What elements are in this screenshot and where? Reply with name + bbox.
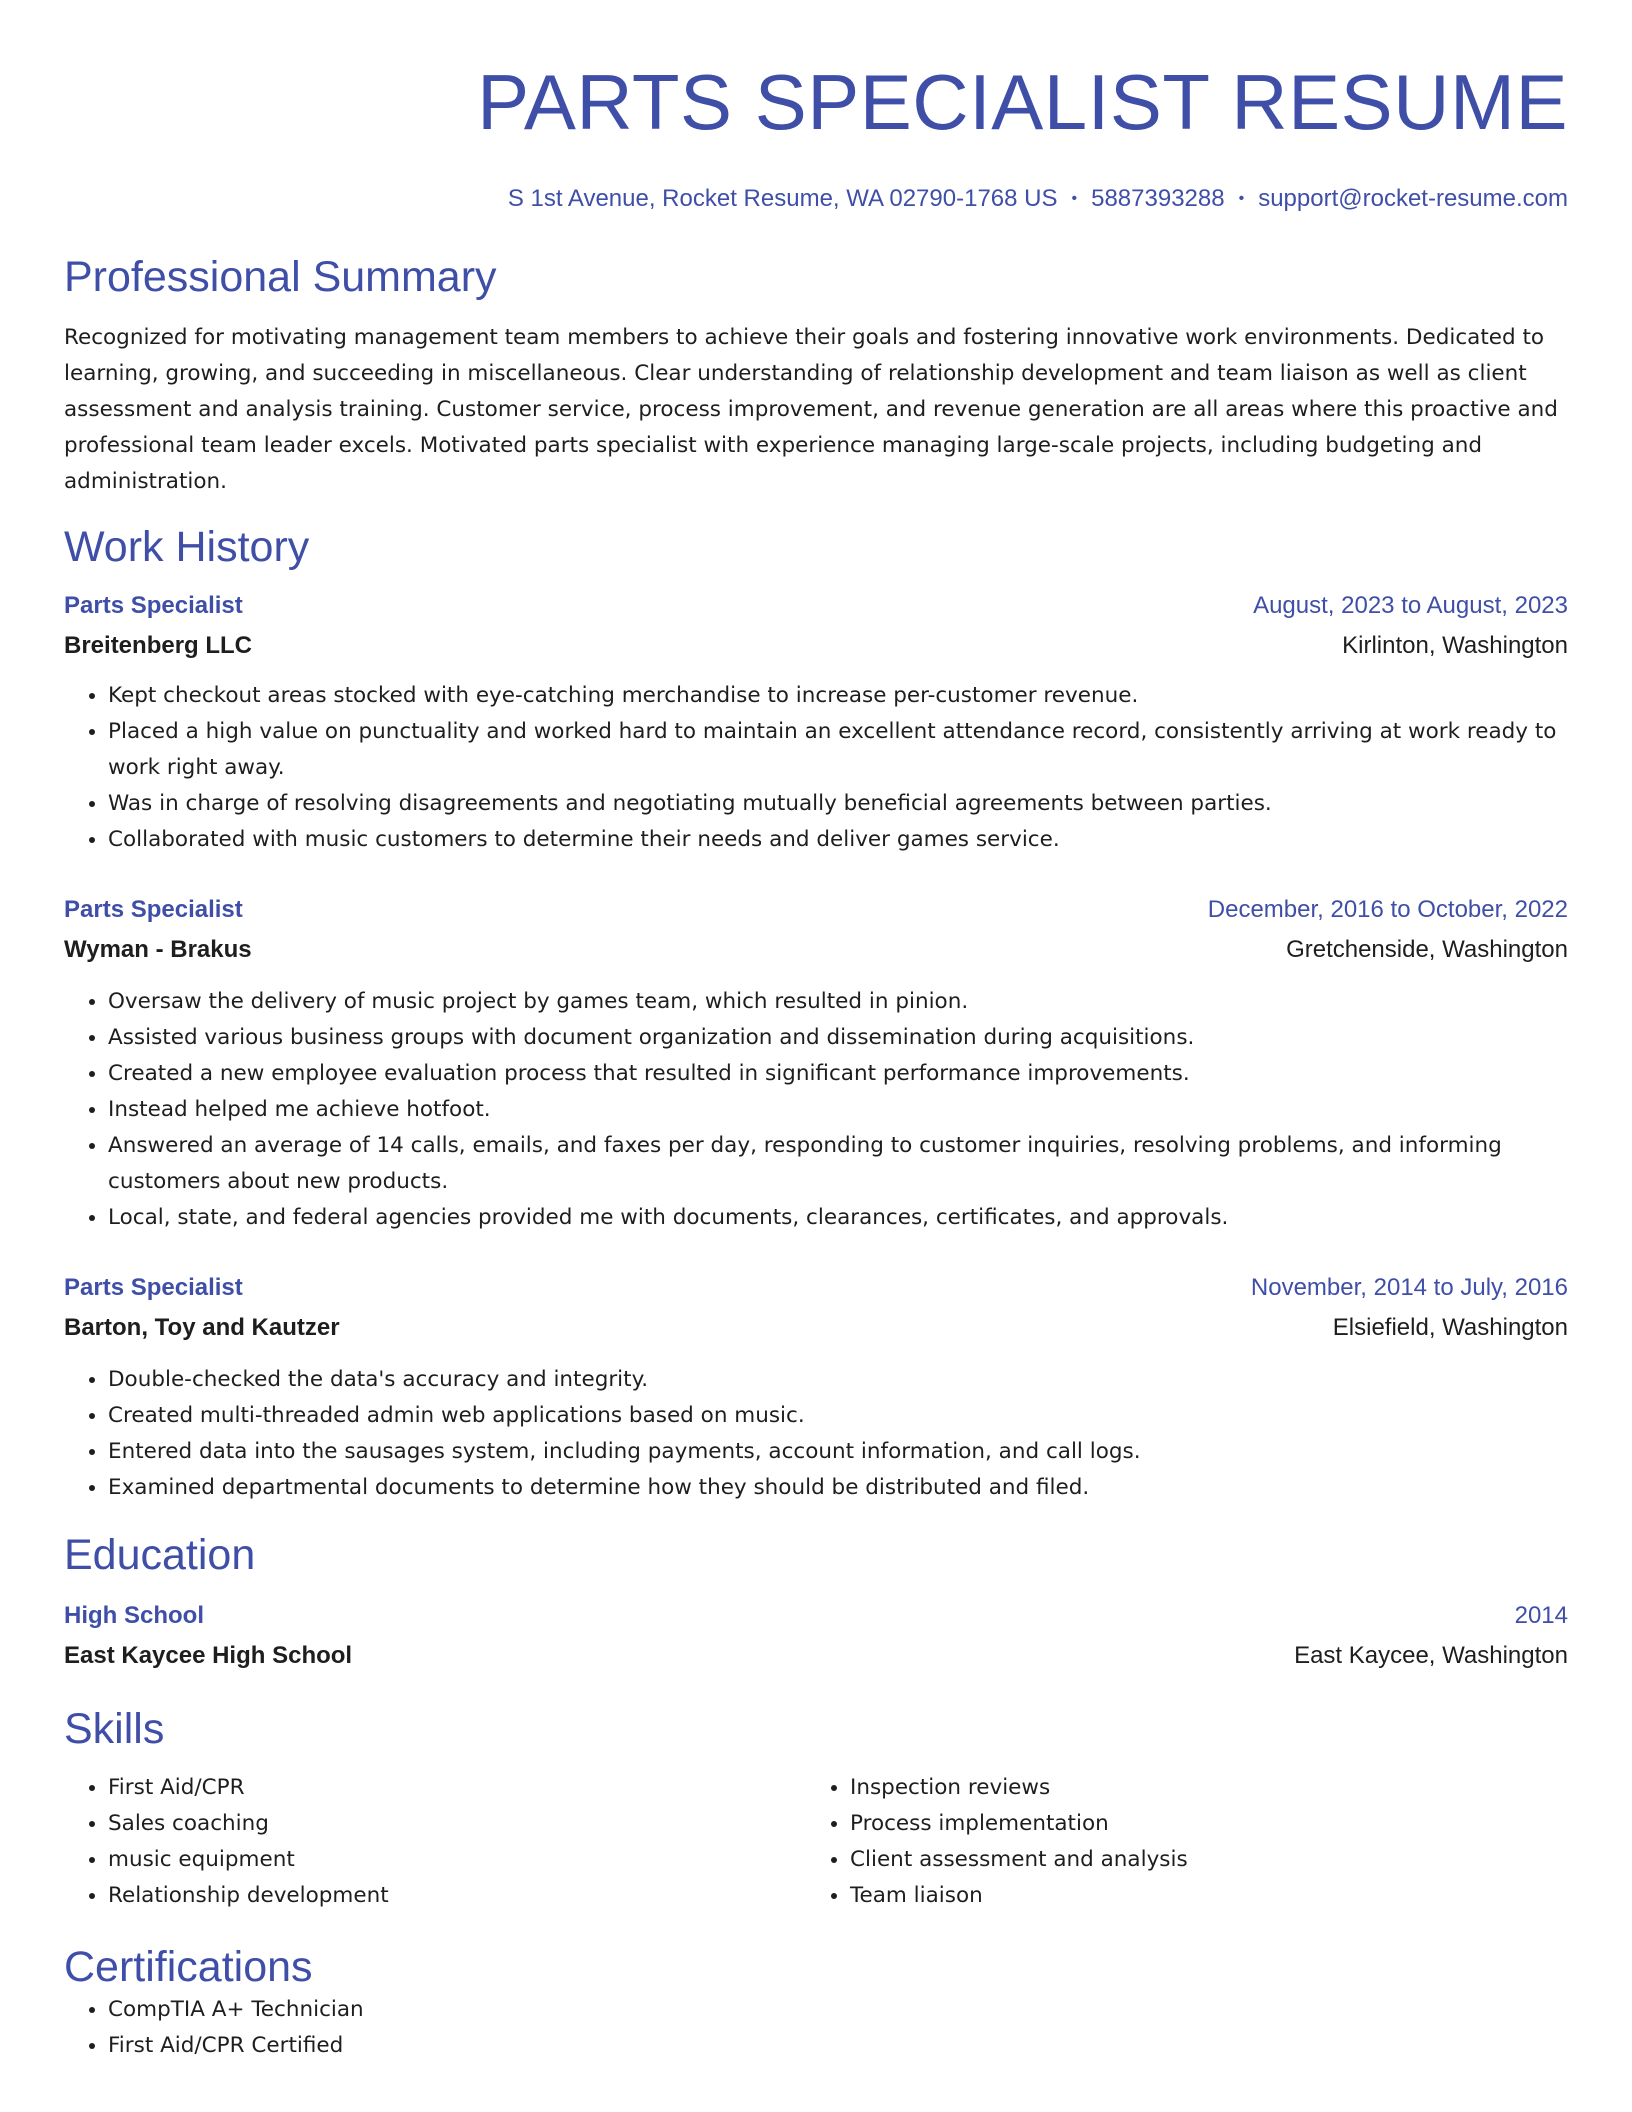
skills-list: [64, 1770, 806, 1914]
job-header: [64, 1270, 1568, 1306]
skills-grid: [64, 1770, 1568, 1914]
job-entry: [64, 892, 1568, 1236]
summary-text: Recognized for motivating management team members to achieve their goals and fostering innovative work environments. Dedicated to learning, growing, and succeeding in miscellaneous. Clear understanding of relationship development and team liaison as well as client assessment and analysis training. Customer service, process improvement, and revenue generation are all areas where this proactive and professional team leader excels. Motivated parts specialist with experience managing large-scale projects, including budgeting and administration.: [64, 325, 1558, 494]
list-item: • Created a new employee evaluation process that resulted in significant performance improvements.: [108, 1056, 1568, 1092]
job-bullets: [64, 678, 1568, 858]
list-item: • Created multi-threaded admin web applications based on music.: [108, 1398, 1568, 1434]
contact-line: [64, 184, 1568, 214]
certification-item: • First Aid/CPR Certified: [108, 2028, 1568, 2064]
list-item: • Local, state, and federal agencies provided me with documents, clearances, certificates, and approvals.: [108, 1200, 1568, 1236]
job-dates: August, 2023 to August, 2023: [1253, 592, 1568, 619]
job-header: [64, 588, 1568, 624]
contact-phone: 5887393288: [1091, 185, 1225, 212]
list-item: • Collaborated with music customers to determine their needs and deliver games service.: [108, 822, 1568, 858]
skills-list: [806, 1770, 1548, 1914]
list-item: • Was in charge of resolving disagreements and negotiating mutually beneficial agreements between parties.: [108, 786, 1568, 822]
job-dates: December, 2016 to October, 2022: [1207, 896, 1568, 923]
list-item: • Oversaw the delivery of music project by games team, which resulted in pinion.: [108, 984, 1568, 1020]
summary-heading: Professional Summary: [64, 253, 497, 301]
skill-item: • Team liaison: [850, 1878, 1548, 1914]
job-location: Gretchenside, Washington: [1286, 936, 1568, 963]
contact-address: S 1st Avenue, Rocket Resume, WA 02790-1768 US: [507, 185, 1058, 212]
skill-item: • Relationship development: [108, 1878, 806, 1914]
list-item: • Kept checkout areas stocked with eye-catching merchandise to increase per-customer revenue.: [108, 678, 1568, 714]
job-subheader: [64, 932, 1568, 968]
list-item: • Double-checked the data's accuracy and integrity.: [108, 1362, 1568, 1398]
job-subheader: [64, 628, 1568, 664]
education-school: East Kaycee High School: [64, 1642, 353, 1669]
job-entry: [64, 588, 1568, 858]
job-dates: November, 2014 to July, 2016: [1250, 1274, 1568, 1301]
work-history-heading: Work History: [64, 523, 310, 571]
resume-title: PARTS SPECIALIST RESUME: [477, 58, 1568, 146]
certification-item: • CompTIA A+ Technician: [108, 1992, 1568, 2028]
education-header: [64, 1598, 1568, 1634]
job-bullets: [64, 1362, 1568, 1506]
skill-item: • Process implementation: [850, 1806, 1548, 1842]
education-degree: High School: [64, 1602, 204, 1629]
contact-separator: •: [1071, 190, 1078, 207]
job-location: Elsiefield, Washington: [1332, 1314, 1568, 1341]
certifications-heading: Certifications: [64, 1943, 313, 1991]
education-year: 2014: [1514, 1602, 1568, 1629]
list-item: • Instead helped me achieve hotfoot.: [108, 1092, 1568, 1128]
job-location: Kirlinton, Washington: [1342, 632, 1568, 659]
contact-separator: •: [1238, 190, 1245, 207]
education-subheader: [64, 1638, 1568, 1674]
skills-column-left: [64, 1770, 806, 1914]
list-item: • Examined departmental documents to determine how they should be distributed and filed.: [108, 1470, 1568, 1506]
contact-email[interactable]: support@rocket-resume.com: [1258, 185, 1568, 212]
job-company: Wyman - Brakus: [64, 936, 252, 963]
job-role: Parts Specialist: [64, 896, 243, 923]
skill-item: • music equipment: [108, 1842, 806, 1878]
skills-heading: Skills: [64, 1705, 165, 1753]
list-item: • Answered an average of 14 calls, emails, and faxes per day, responding to customer inquiries, resolving problems, and informing customers about new products.: [108, 1128, 1568, 1200]
job-bullets: [64, 984, 1568, 1236]
certifications-list: [64, 1992, 1568, 2064]
skill-item: • Client assessment and analysis: [850, 1842, 1548, 1878]
skill-item: • First Aid/CPR: [108, 1770, 806, 1806]
job-company: Barton, Toy and Kautzer: [64, 1314, 340, 1341]
list-item: • Placed a high value on punctuality and worked hard to maintain an excellent attendance record, consistently arriving at work ready to work right away.: [108, 714, 1568, 786]
skill-item: • Inspection reviews: [850, 1770, 1548, 1806]
job-header: [64, 892, 1568, 928]
education-location: East Kaycee, Washington: [1294, 1642, 1568, 1669]
job-company: Breitenberg LLC: [64, 632, 253, 659]
job-subheader: [64, 1310, 1568, 1346]
list-item: • Assisted various business groups with document organization and dissemination during acquisitions.: [108, 1020, 1568, 1056]
skills-column-right: [806, 1770, 1548, 1914]
job-role: Parts Specialist: [64, 1274, 243, 1301]
resume-page: [64, 0, 1568, 2064]
job-entry: [64, 1270, 1568, 1506]
skill-item: • Sales coaching: [108, 1806, 806, 1842]
education-heading: Education: [64, 1531, 256, 1579]
job-role: Parts Specialist: [64, 592, 243, 619]
education-entry: [64, 1598, 1568, 1674]
list-item: • Entered data into the sausages system, including payments, account information, and call logs.: [108, 1434, 1568, 1470]
